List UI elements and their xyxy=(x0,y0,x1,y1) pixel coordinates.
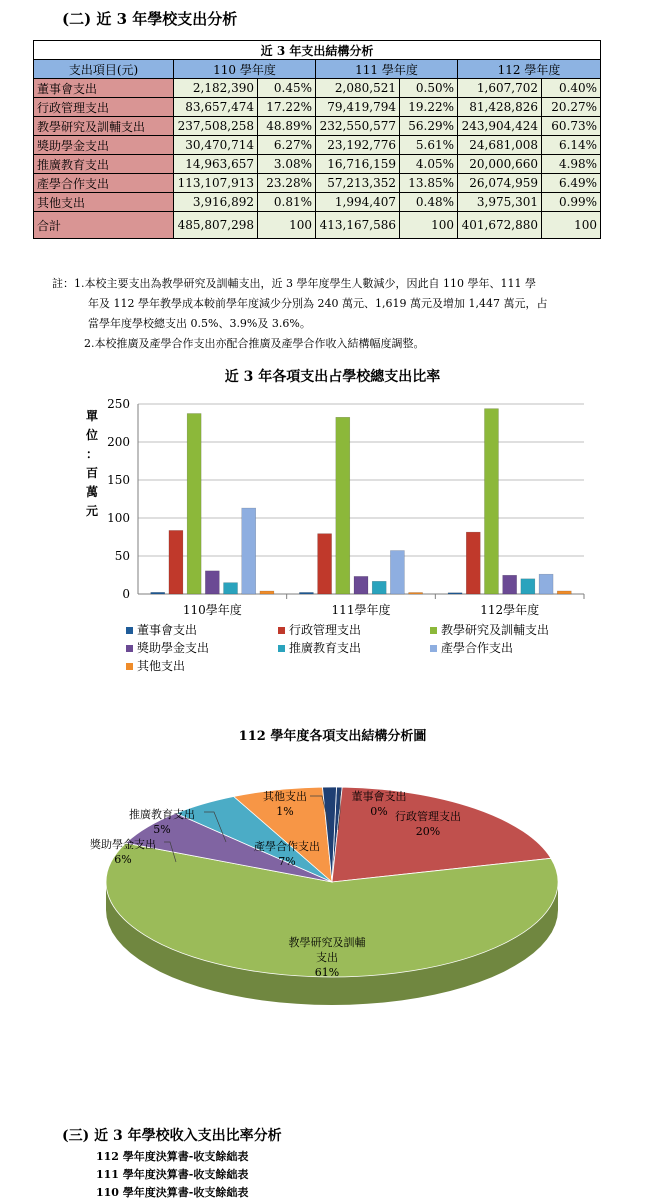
cell-value-112: 81,428,826 xyxy=(458,98,542,117)
cell-item: 合計 xyxy=(34,212,174,239)
cell-value-111: 2,080,521 xyxy=(316,79,400,98)
cell-value-110: 3,916,892 xyxy=(174,193,258,212)
bar xyxy=(299,592,313,594)
cell-percent-110: 100 xyxy=(258,212,316,239)
cell-percent-111: 0.50% xyxy=(400,79,458,98)
cell-value-110: 14,963,657 xyxy=(174,155,258,174)
cell-percent-111: 13.85% xyxy=(400,174,458,193)
cell-value-110: 83,657,474 xyxy=(174,98,258,117)
legend-label: 教學研究及訓輔支出 xyxy=(441,623,550,637)
cell-percent-111: 100 xyxy=(400,212,458,239)
cell-item: 推廣教育支出 xyxy=(34,155,174,174)
pie-label: 教學研究及訓輔 xyxy=(288,936,366,949)
table-row xyxy=(34,136,601,155)
bar xyxy=(539,574,553,594)
header-110: 110 學年度 xyxy=(174,60,316,79)
bar xyxy=(503,575,517,594)
cell-value-111: 57,213,352 xyxy=(316,174,400,193)
bar-chart-title: 近 3 年各項支出占學校總支出比率 xyxy=(224,369,441,385)
cell-percent-112: 100 xyxy=(542,212,601,239)
cell-percent-110: 6.27% xyxy=(258,136,316,155)
legend-label: 行政管理支出 xyxy=(289,623,362,637)
note-2: 2.本校推廣及產學合作支出亦配合推廣及產學合作收入結構幅度調整。 xyxy=(84,337,425,350)
y-tick-label: 50 xyxy=(114,549,130,563)
legend-swatch xyxy=(126,627,133,634)
bar xyxy=(390,551,404,594)
cell-percent-111: 0.48% xyxy=(400,193,458,212)
header-111: 111 學年度 xyxy=(316,60,458,79)
table-row xyxy=(34,117,601,136)
cell-value-110: 30,470,714 xyxy=(174,136,258,155)
y-tick-label: 0 xyxy=(122,587,130,601)
bar xyxy=(260,591,274,594)
table-row xyxy=(34,212,601,239)
table-notes xyxy=(52,274,632,354)
cell-value-111: 16,716,159 xyxy=(316,155,400,174)
bar xyxy=(336,417,350,594)
y-tick-label: 100 xyxy=(107,511,130,525)
table-row xyxy=(34,155,601,174)
legend-label: 董事會支出 xyxy=(137,623,198,637)
bar xyxy=(169,530,183,594)
bar xyxy=(557,591,571,594)
legend-swatch xyxy=(126,645,133,652)
cell-percent-110: 0.81% xyxy=(258,193,316,212)
pie-chart xyxy=(0,750,665,1070)
cell-percent-112: 6.14% xyxy=(542,136,601,155)
cell-value-112: 1,607,702 xyxy=(458,79,542,98)
y-axis-label-char: ： xyxy=(85,447,99,461)
table-row xyxy=(34,174,601,193)
y-tick-label: 200 xyxy=(107,435,130,449)
expenditure-table xyxy=(33,40,601,239)
bar xyxy=(354,576,368,594)
bar xyxy=(448,593,462,594)
cell-percent-112: 20.27% xyxy=(542,98,601,117)
cell-value-111: 79,419,794 xyxy=(316,98,400,117)
header-item: 支出項目(元) xyxy=(34,60,174,79)
table-row xyxy=(34,79,601,98)
pie-label: 61% xyxy=(314,966,340,979)
link-110-statement[interactable]: 110 學年度決算書-收支餘絀表 xyxy=(96,1186,249,1199)
y-tick-label: 150 xyxy=(107,473,130,487)
pie-label: 1% xyxy=(276,805,294,818)
note-1-line-2: 年及 112 學年教學成本較前學年度減少分別為 240 萬元、1,619 萬元及增加 1,447 萬元，占 xyxy=(88,297,548,310)
pie-label: 推廣教育支出 xyxy=(129,808,195,821)
table-row xyxy=(34,193,601,212)
x-tick-label: 111學年度 xyxy=(331,603,391,617)
pie-label: 6% xyxy=(114,853,132,866)
bar xyxy=(187,413,201,594)
cell-value-110: 113,107,913 xyxy=(174,174,258,193)
legend-label: 其他支出 xyxy=(137,659,186,673)
bar-chart xyxy=(0,390,665,690)
legend-swatch xyxy=(278,627,285,634)
cell-value-110: 485,807,298 xyxy=(174,212,258,239)
cell-value-112: 3,975,301 xyxy=(458,193,542,212)
table-row xyxy=(34,98,601,117)
legend-label: 推廣教育支出 xyxy=(289,641,362,655)
cell-value-112: 243,904,424 xyxy=(458,117,542,136)
cell-value-112: 20,000,660 xyxy=(458,155,542,174)
cell-percent-110: 3.08% xyxy=(258,155,316,174)
header-112: 112 學年度 xyxy=(458,60,601,79)
legend-label: 獎助學金支出 xyxy=(137,641,210,655)
x-tick-label: 112學年度 xyxy=(480,603,540,617)
cell-item: 產學合作支出 xyxy=(34,174,174,193)
cell-item: 教學研究及訓輔支出 xyxy=(34,117,174,136)
cell-value-111: 232,550,577 xyxy=(316,117,400,136)
bar xyxy=(242,508,256,594)
cell-percent-111: 4.05% xyxy=(400,155,458,174)
pie-label: 董事會支出 xyxy=(351,790,407,803)
bar xyxy=(205,571,219,594)
pie-label: 20% xyxy=(415,825,441,838)
cell-percent-112: 0.40% xyxy=(542,79,601,98)
bar xyxy=(318,534,332,594)
cell-value-111: 413,167,586 xyxy=(316,212,400,239)
y-axis-label-char: 元 xyxy=(85,504,99,518)
legend-swatch xyxy=(430,627,437,634)
x-tick-label: 110學年度 xyxy=(182,603,242,617)
legend-label: 產學合作支出 xyxy=(441,641,514,655)
cell-value-111: 23,192,776 xyxy=(316,136,400,155)
bar xyxy=(484,409,498,594)
link-111-statement[interactable]: 111 學年度決算書-收支餘絀表 xyxy=(96,1168,249,1181)
pie-label: 其他支出 xyxy=(263,790,307,803)
cell-percent-110: 23.28% xyxy=(258,174,316,193)
cell-percent-112: 6.49% xyxy=(542,174,601,193)
cell-value-112: 26,074,959 xyxy=(458,174,542,193)
pie-label: 行政管理支出 xyxy=(395,810,461,823)
pie-label: 獎助學金支出 xyxy=(90,838,156,851)
legend-swatch xyxy=(278,645,285,652)
pie-label: 產學合作支出 xyxy=(254,840,320,853)
y-axis-label-char: 百 xyxy=(85,466,99,480)
y-tick-label: 250 xyxy=(107,397,130,411)
bar xyxy=(409,592,423,594)
link-112-statement[interactable]: 112 學年度決算書-收支餘絀表 xyxy=(96,1150,249,1163)
cell-value-112: 24,681,008 xyxy=(458,136,542,155)
cell-percent-112: 60.73% xyxy=(542,117,601,136)
pie-label: 5% xyxy=(153,823,171,836)
cell-percent-111: 56.29% xyxy=(400,117,458,136)
bar xyxy=(224,583,238,594)
pie-label: 7% xyxy=(278,855,296,868)
cell-item: 董事會支出 xyxy=(34,79,174,98)
cell-item: 其他支出 xyxy=(34,193,174,212)
cell-value-112: 401,672,880 xyxy=(458,212,542,239)
pie-label: 0% xyxy=(370,805,388,818)
cell-percent-110: 0.45% xyxy=(258,79,316,98)
cell-percent-110: 48.89% xyxy=(258,117,316,136)
section-2-title: (二) 近 3 年學校支出分析 xyxy=(62,10,238,28)
bar xyxy=(372,581,386,594)
cell-percent-111: 5.61% xyxy=(400,136,458,155)
bar xyxy=(151,592,165,594)
section-3-title: (三) 近 3 年學校收入支出比率分析 xyxy=(62,1128,282,1144)
cell-value-111: 1,994,407 xyxy=(316,193,400,212)
y-axis-label-char: 單 xyxy=(85,409,99,423)
legend-swatch xyxy=(126,663,133,670)
note-1-line-1: 註：1.本校主要支出為教學研究及訓輔支出，近 3 學年度學生人數減少，因此自 110 學年、111 學 xyxy=(52,277,536,290)
pie-chart-title: 112 學年度各項支出結構分析圖 xyxy=(238,729,427,744)
cell-item: 獎助學金支出 xyxy=(34,136,174,155)
cell-percent-110: 17.22% xyxy=(258,98,316,117)
cell-percent-112: 4.98% xyxy=(542,155,601,174)
y-axis-label-char: 萬 xyxy=(85,485,99,499)
cell-value-110: 2,182,390 xyxy=(174,79,258,98)
cell-percent-111: 19.22% xyxy=(400,98,458,117)
cell-item: 行政管理支出 xyxy=(34,98,174,117)
pie-label: 支出 xyxy=(316,951,338,964)
y-axis-label-char: 位 xyxy=(85,428,99,442)
legend-swatch xyxy=(430,645,437,652)
bar xyxy=(466,532,480,594)
cell-value-110: 237,508,258 xyxy=(174,117,258,136)
table-caption: 近 3 年支出結構分析 xyxy=(34,41,601,60)
bar xyxy=(521,579,535,594)
cell-percent-112: 0.99% xyxy=(542,193,601,212)
note-1-line-3: 當學年度學校總支出 0.5%、3.9%及 3.6%。 xyxy=(88,317,311,330)
